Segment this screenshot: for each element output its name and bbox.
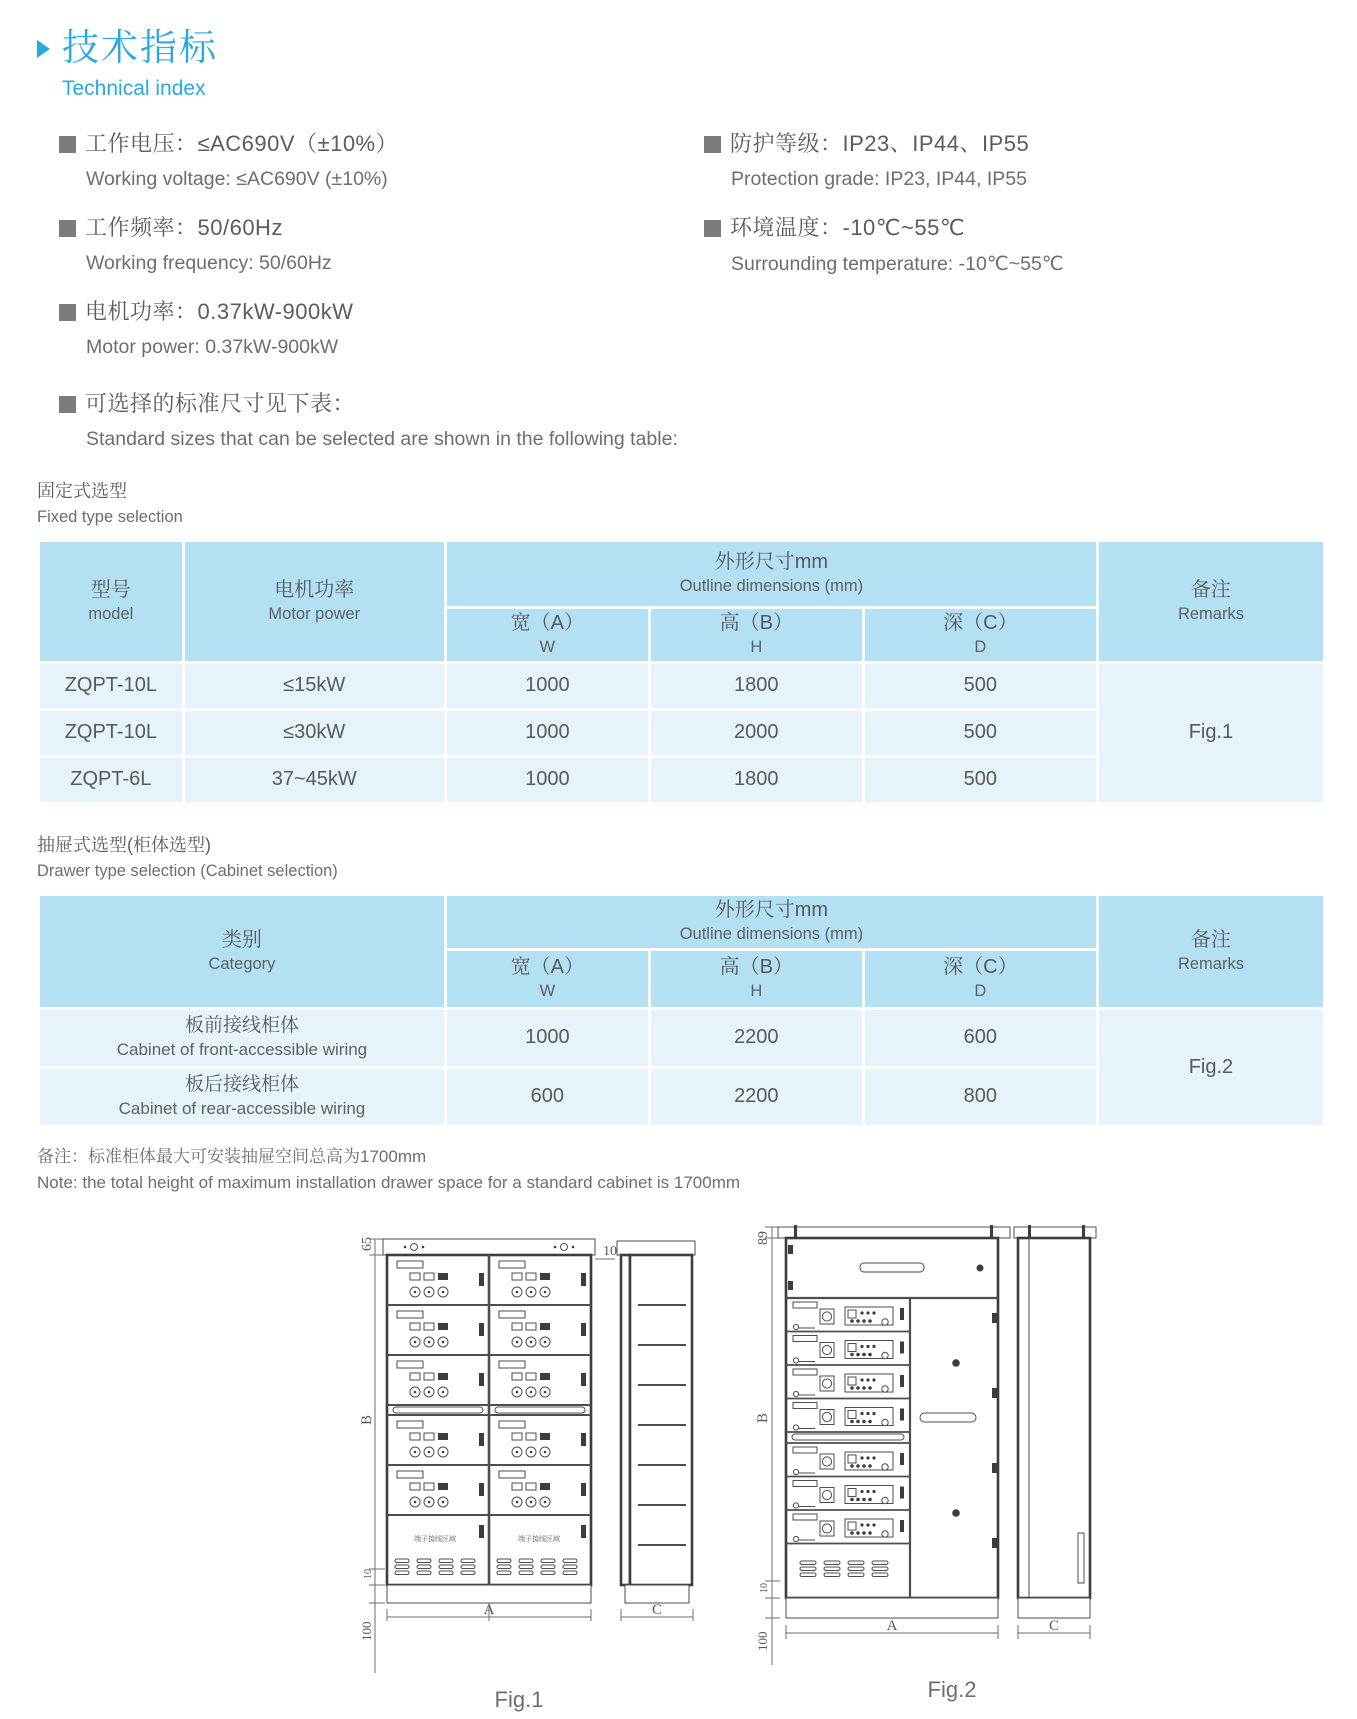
spec-list [59,127,1320,379]
header-width-en: W [539,638,556,657]
note-cn: 备注：标准柜体最大可安装抽屉空间总高为1700mm [37,1146,427,1166]
fig1-dim-gap-label: 10 [363,1568,374,1579]
square-bullet-icon [704,220,721,237]
cell-category-en: Cabinet of rear-accessible wiring [118,1098,366,1118]
header-width-en: W [539,982,556,1001]
header-category-en: Category [208,954,276,973]
spec-cn: 防护等级：IP23、IP44、IP55 [730,130,1030,156]
cell-depth: 500 [865,711,1096,755]
header-remarks-cn: 备注 [1190,578,1231,601]
table-row [40,664,1323,708]
fig1-dim-height-label: B [359,1414,375,1425]
header-depth-cn: 深（C） [943,612,1018,635]
fig1-dim-depth-label: C [651,1601,663,1618]
fig2-dim-base-label: 100 [755,1631,770,1651]
fig2-dim-depth-label: C [1048,1617,1060,1634]
cell-height: 1800 [651,664,862,708]
square-bullet-icon [59,220,76,237]
header-category-cn: 类别 [221,928,262,951]
header-category [40,896,444,1007]
cell-remark: Fig.2 [1099,1010,1323,1125]
table-row [40,1010,1323,1066]
cell-depth: 600 [865,1010,1096,1066]
header-motor-power-cn: 电机功率 [274,578,355,601]
spec-en: Surrounding temperature: -10℃~55℃ [731,252,1064,275]
spec-en: Working voltage: ≤AC690V (±10%) [86,167,388,190]
square-bullet-icon [59,304,76,321]
header-remarks [1099,542,1323,661]
spec-cn: 工作电压：≤AC690V（±10%） [85,130,399,156]
spec-en: Working frequency: 50/60Hz [86,251,332,274]
fig1-dimension-lines [359,1237,385,1673]
spec-en: Motor power: 0.37kW-900kW [86,335,339,358]
fig2-dim-height-label: B [755,1412,771,1423]
header-motor-power [185,542,444,661]
fig1-caption: Fig.1 [494,1686,544,1712]
cell-depth: 500 [865,758,1096,802]
fig2-dim-cap-label: 89 [756,1230,771,1245]
cell-power: ≤30kW [185,711,444,755]
header-dims-en: Outline dimensions (mm) [679,577,864,596]
page-subtitle: Technical index [62,76,206,100]
fig1-dim-width-label: A [483,1601,495,1618]
fig2-dim-width-label: A [886,1617,898,1634]
fig2-dim-gap-label: 10 [759,1582,770,1593]
header-depth-en: D [974,982,987,1001]
cell-depth: 500 [865,664,1096,708]
spec-cn: 工作频率：50/60Hz [85,214,283,240]
header-dims-cn: 外形尺寸mm [714,899,829,922]
header-height-en: H [750,638,763,657]
drawer-type-table [37,893,1326,1128]
header-depth [865,951,1096,1007]
spec-cn: 可选择的标准尺寸见下表： [85,390,356,416]
header-height-en: H [750,982,763,1001]
fig2-side-view [1014,1225,1096,1639]
cell-category [40,1069,444,1125]
fig1-terminal-label: 端子接线区域 [518,1534,560,1543]
section-title-cn: 抽屉式选型(柜体选型) [37,834,211,855]
header-width-cn: 宽（A） [510,956,585,979]
spec-item-frequency [59,211,704,275]
fixed-type-table [37,539,1326,805]
header-depth [865,609,1096,661]
cell-category-cn: 板后接线柜体 [184,1074,299,1096]
spec-cn: 电机功率：0.37kW-900kW [85,298,354,324]
cell-model: ZQPT-6L [40,758,182,802]
cell-model: ZQPT-10L [40,711,182,755]
header-width [447,609,648,661]
figures-area [37,1199,1320,1719]
section-title-cn: 固定式选型 [37,480,127,501]
header-remarks-en: Remarks [1177,604,1244,623]
spec-item-sizes [59,387,1320,451]
spec-item-temperature [704,211,1320,276]
cell-width: 1000 [447,711,648,755]
cell-category-en: Cabinet of front-accessible wiring [116,1039,368,1059]
cell-power: 37~45kW [185,758,444,802]
spec-en: Protection grade: IP23, IP44, IP55 [731,167,1027,190]
spec-item-voltage [59,127,704,191]
header-height [651,951,862,1007]
fig2-dimension-lines [755,1227,780,1665]
spec-column-left [59,127,704,379]
header-remarks-en: Remarks [1177,954,1244,973]
note-en: Note: the total height of maximum installation drawer space for a standard cabinet is 1700mm [37,1172,741,1192]
square-bullet-icon [704,136,721,153]
square-bullet-icon [59,396,76,413]
header-depth-en: D [974,638,987,657]
fig1-front-view [383,1239,595,1621]
cell-height: 2200 [651,1069,862,1125]
cell-model: ZQPT-10L [40,664,182,708]
section-title-en: Drawer type selection (Cabinet selection) [37,861,338,880]
cell-width: 600 [447,1069,648,1125]
header-outline-dimensions [447,542,1096,606]
fig1-side-view [617,1241,695,1621]
header-height-cn: 高（B） [719,612,793,635]
header-model-cn: 型号 [90,578,131,601]
section-arrow-icon [37,40,50,58]
header-remarks-cn: 备注 [1190,928,1231,951]
cell-category [40,1010,444,1066]
spec-column-right [704,127,1320,379]
header-remarks [1099,896,1323,1007]
page-header [37,28,1320,69]
header-motor-power-en: Motor power [268,604,361,623]
section-drawer-type [37,831,1320,881]
fig2-drawing [752,1213,1102,1683]
header-width [447,951,648,1007]
header-height [651,609,862,661]
fig2-front-view [778,1225,1010,1639]
cell-width: 1000 [447,758,648,802]
cell-height: 2000 [651,711,862,755]
section-fixed-type [37,477,1320,527]
spec-cn: 环境温度：-10℃~55℃ [730,214,966,240]
fig1-dim-base-label: 100 [359,1621,374,1641]
header-outline-dimensions [447,896,1096,948]
square-bullet-icon [59,136,76,153]
fig1-terminal-label: 端子接线区域 [414,1534,456,1543]
spec-en: Standard sizes that can be selected are shown in the following table: [86,427,678,450]
header-model [40,542,182,661]
fig1-dim-top-right-label: 10 [603,1243,617,1259]
fig1-dim-cap-label: 65 [360,1236,375,1251]
header-height-cn: 高（B） [719,956,793,979]
page-title: 技术指标 [62,27,218,68]
cell-remark: Fig.1 [1099,664,1323,802]
cell-height: 2200 [651,1010,862,1066]
table-note [37,1142,1320,1193]
cell-depth: 800 [865,1069,1096,1125]
cell-height: 1800 [651,758,862,802]
fig2-caption: Fig.2 [927,1676,977,1702]
header-depth-cn: 深（C） [943,956,1018,979]
spec-item-motor-power [59,295,704,359]
header-dims-cn: 外形尺寸mm [714,551,829,574]
section-title-en: Fixed type selection [37,507,183,526]
header-width-cn: 宽（A） [510,612,585,635]
spec-item-protection [704,127,1320,191]
cell-width: 1000 [447,664,648,708]
fig1-drawing [359,1229,699,1679]
cell-category-cn: 板前接线柜体 [184,1015,299,1037]
header-dims-en: Outline dimensions (mm) [679,925,864,944]
cell-width: 1000 [447,1010,648,1066]
header-model-en: model [88,604,134,623]
cell-power: ≤15kW [185,664,444,708]
